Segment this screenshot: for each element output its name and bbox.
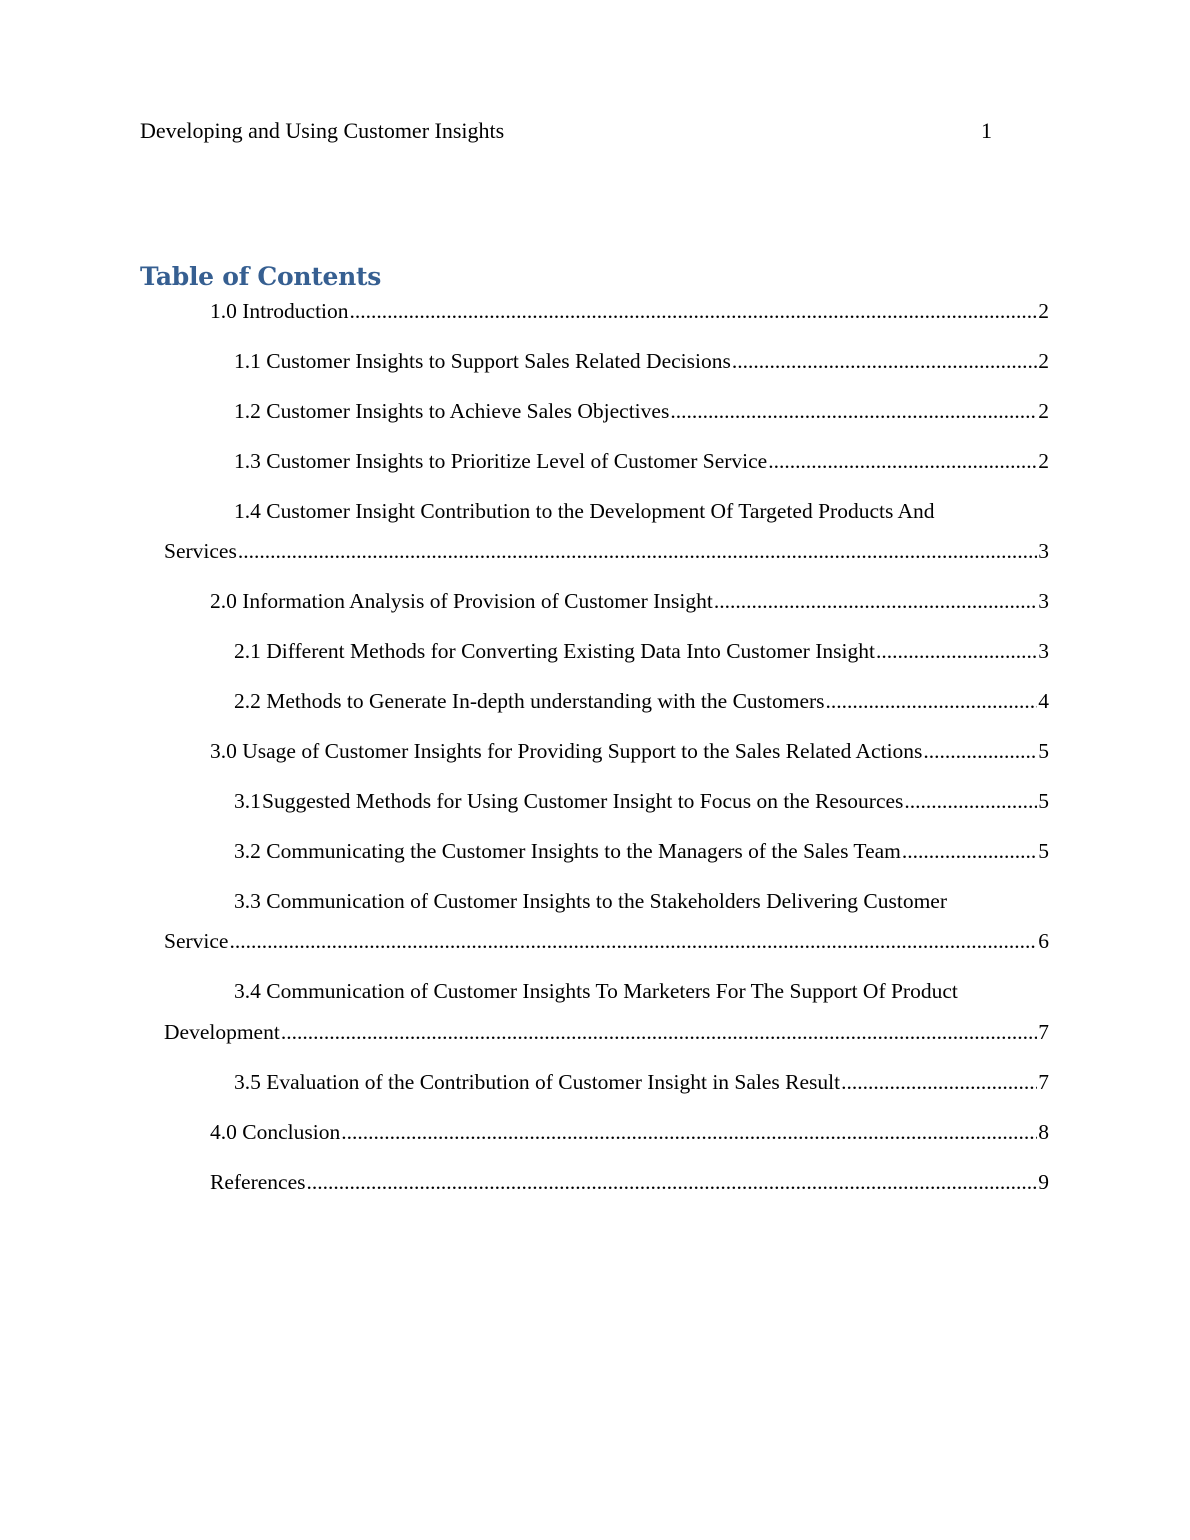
toc-entry-label: 2.0 Information Analysis of Provision of Customer Insight <box>210 589 713 613</box>
toc-entry-label: References <box>210 1170 306 1194</box>
toc-entry-page: 5 <box>1038 789 1049 813</box>
toc-heading: Table of Contents <box>140 262 382 291</box>
dot-leader <box>341 1117 1037 1147</box>
toc-entry-page: 5 <box>1038 839 1049 863</box>
toc-entry-page: 2 <box>1038 449 1049 473</box>
dot-leader <box>841 1067 1037 1097</box>
toc-entry-3-3-line2[interactable] <box>164 926 1049 956</box>
dot-leader <box>826 686 1038 716</box>
toc-entry-label: Service <box>164 929 229 953</box>
toc-entry-3-0[interactable] <box>210 736 1049 766</box>
toc-entry-3-3-line1[interactable] <box>234 886 1049 916</box>
toc-entry-label: Suggested Methods for Using Customer Insight to Focus on the Resources <box>262 789 904 813</box>
running-header <box>140 116 992 146</box>
dot-leader <box>923 736 1037 766</box>
toc-entry-label: 1.0 Introduction <box>210 299 349 323</box>
toc-entry-label: 1.1 Customer Insights to Support Sales Related Decisions <box>234 349 731 373</box>
toc-entry-label: 3.0 Usage of Customer Insights for Providing Support to the Sales Related Actions <box>210 739 923 763</box>
toc-entry-1-4-line1[interactable] <box>234 496 1049 526</box>
toc-entry-page: 2 <box>1038 349 1049 373</box>
toc-entry-label: 2.2 Methods to Generate In-depth understanding with the Customers <box>234 689 825 713</box>
toc-entry-2-2[interactable] <box>234 686 1049 716</box>
toc-entry-2-0[interactable] <box>210 586 1049 616</box>
toc-entry-references[interactable] <box>210 1167 1049 1197</box>
toc-entry-3-1[interactable] <box>234 786 1049 816</box>
toc-entry-3-5[interactable] <box>234 1067 1049 1097</box>
dot-leader <box>904 786 1037 816</box>
toc-entry-page: 3 <box>1038 589 1049 613</box>
toc-entry-label: 1.2 Customer Insights to Achieve Sales Objectives <box>234 399 670 423</box>
toc-entry-page: 5 <box>1038 739 1049 763</box>
toc-entry-3-2[interactable] <box>234 836 1049 866</box>
dot-leader <box>714 586 1037 616</box>
toc-entry-page: 2 <box>1038 399 1049 423</box>
toc-entry-label: 4.0 Conclusion <box>210 1120 341 1144</box>
toc-entry-1-4-line2[interactable] <box>164 536 1049 566</box>
dot-leader <box>732 346 1037 376</box>
toc-entry-label: 1.3 Customer Insights to Prioritize Level of Customer Service <box>234 449 768 473</box>
dot-leader <box>238 536 1037 566</box>
toc-entry-label: 3.4 Communication of Customer Insights To Marketers For The Support Of Product <box>234 979 958 1003</box>
dot-leader <box>902 836 1037 866</box>
dot-leader <box>768 446 1037 476</box>
toc-entry-label: 2.1 Different Methods for Converting Existing Data Into Customer Insight <box>234 639 875 663</box>
toc-entry-3-4-line1[interactable] <box>234 976 1049 1006</box>
toc-entry-page: 3 <box>1038 639 1049 663</box>
toc-entry-3-4-line2[interactable] <box>164 1017 1049 1047</box>
toc-entry-1-2[interactable] <box>234 396 1049 426</box>
toc-entry-label: Services <box>164 539 237 563</box>
toc-entry-page: 3 <box>1038 539 1049 563</box>
toc-entry-label: 1.4 Customer Insight Contribution to the Development Of Targeted Products And <box>234 499 935 523</box>
dot-leader <box>350 296 1038 326</box>
toc-entry-conclusion[interactable] <box>210 1117 1049 1147</box>
page-number: 1 <box>981 118 992 143</box>
toc-entry-page: 7 <box>1038 1070 1049 1094</box>
header-title: Developing and Using Customer Insights <box>140 118 505 143</box>
toc-entry-number: 3.1 <box>234 789 261 813</box>
toc-entry-page: 7 <box>1038 1020 1049 1044</box>
toc-entry-page: 6 <box>1038 929 1049 953</box>
dot-leader <box>876 636 1037 666</box>
toc-entry-1-3[interactable] <box>234 446 1049 476</box>
toc-entry-page: 9 <box>1038 1170 1049 1194</box>
toc-entry-1-1[interactable] <box>234 346 1049 376</box>
toc-entry-page: 4 <box>1038 689 1049 713</box>
toc-entry-label: 3.3 Communication of Customer Insights to the Stakeholders Delivering Customer <box>234 889 947 913</box>
dot-leader <box>670 396 1037 426</box>
toc-entry-page: 2 <box>1038 299 1049 323</box>
toc-entry-label: 3.2 Communicating the Customer Insights to the Managers of the Sales Team <box>234 839 901 863</box>
toc-entry-label: 3.5 Evaluation of the Contribution of Customer Insight in Sales Result <box>234 1070 841 1094</box>
dot-leader <box>281 1017 1037 1047</box>
toc-entry-label: Development <box>164 1020 280 1044</box>
dot-leader <box>229 926 1037 956</box>
toc-entry-2-1[interactable] <box>234 636 1049 666</box>
toc-entry-page: 8 <box>1038 1120 1049 1144</box>
dot-leader <box>307 1167 1038 1197</box>
toc-entry-introduction[interactable] <box>210 296 1049 326</box>
